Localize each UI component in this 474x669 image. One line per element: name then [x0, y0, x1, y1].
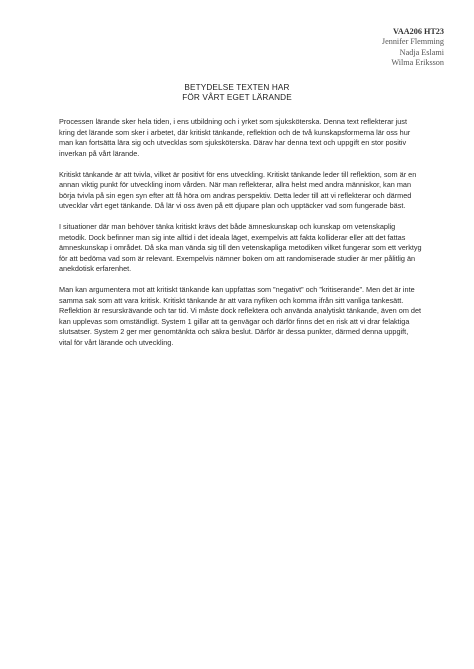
author-name: Jennifer Flemming: [381, 37, 444, 47]
document-header: [382, 27, 444, 69]
author-name: Wilma Eriksson: [391, 58, 444, 68]
body-paragraph: Man kan argumentera mot att kritiskt tänkande kan uppfattas som ”negativt” och ”kritiserande”. Men det är inte samma sak som att vara kritisk. Kritiskt tänkande är att vara nyfiken och komma ifrån sitt vanliga tankesätt. Reflektion är resurskrävande och tar tid. Vi måste dock reflektera och använda analytiskt tänkande, även om det kan upplevas som omständligt. System 1 gillar att ta genvägar och därför finns det en risk att vi drar felaktiga slutsatser. System 2 ger mer genomtänkta och säkra beslut. Därför är dessa punkter, därmed denna uppgift, vital för vårt lärande och utveckling.: [59, 285, 422, 347]
document-body: [59, 117, 423, 359]
author-name: Nadja Eslami: [399, 47, 444, 57]
title-line: BETYDELSE TEXTEN HAR: [184, 83, 290, 92]
body-paragraph: I situationer där man behöver tänka kritiskt krävs det både ämneskunskap och kunskap om vetenskaplig metodik. Dock befinner man sig inte alltid i det ideala läget, exempelvis att fakta kolliderar eller att det fattas ämneskunskap i området. Då ska man vända sig till den vetenskapliga metodiken vilket fungerar som ett verktyg för att bedöma vad som är relevant. Exempelvis nämner boken om att randomiserade studier är mer pålitlig än anekdotisk erfarenhet.: [59, 222, 422, 273]
title-line: FÖR VÅRT EGET LÄRANDE: [182, 93, 292, 103]
body-paragraph: Processen lärande sker hela tiden, i ens utbildning och i yrket som sjuksköterska. Denna text reflekterar just kring det lärande som sker i arbetet, där kritiskt tänkande, reflektion och de två kunskapsformerna lär oss hur man kan fortsätta lära sig och utvecklas som sjuksköterska. Därav har denna text och uppgift en stor positiv inverkan på vårt lärande.: [59, 117, 411, 158]
body-paragraph: Kritiskt tänkande är att tvivla, vilket är positivt för ens utveckling. Kritiskt tänkande leder till reflektion, som är en annan viktig punkt för utveckling inom vården. När man reflekterar, allra helst med andra människor, kan man börja tvivla på sin egen syn efter att få höra om andras perspektiv. Detta leder till att vi reflekterar och därmed utvecklar vårt eget tänkande. Då lär vi oss även på ett djupare plan och upptäcker vad som fungerade bäst.: [59, 169, 417, 210]
course-code: VAA206 HT23: [392, 27, 444, 36]
document-title: [0, 83, 474, 104]
